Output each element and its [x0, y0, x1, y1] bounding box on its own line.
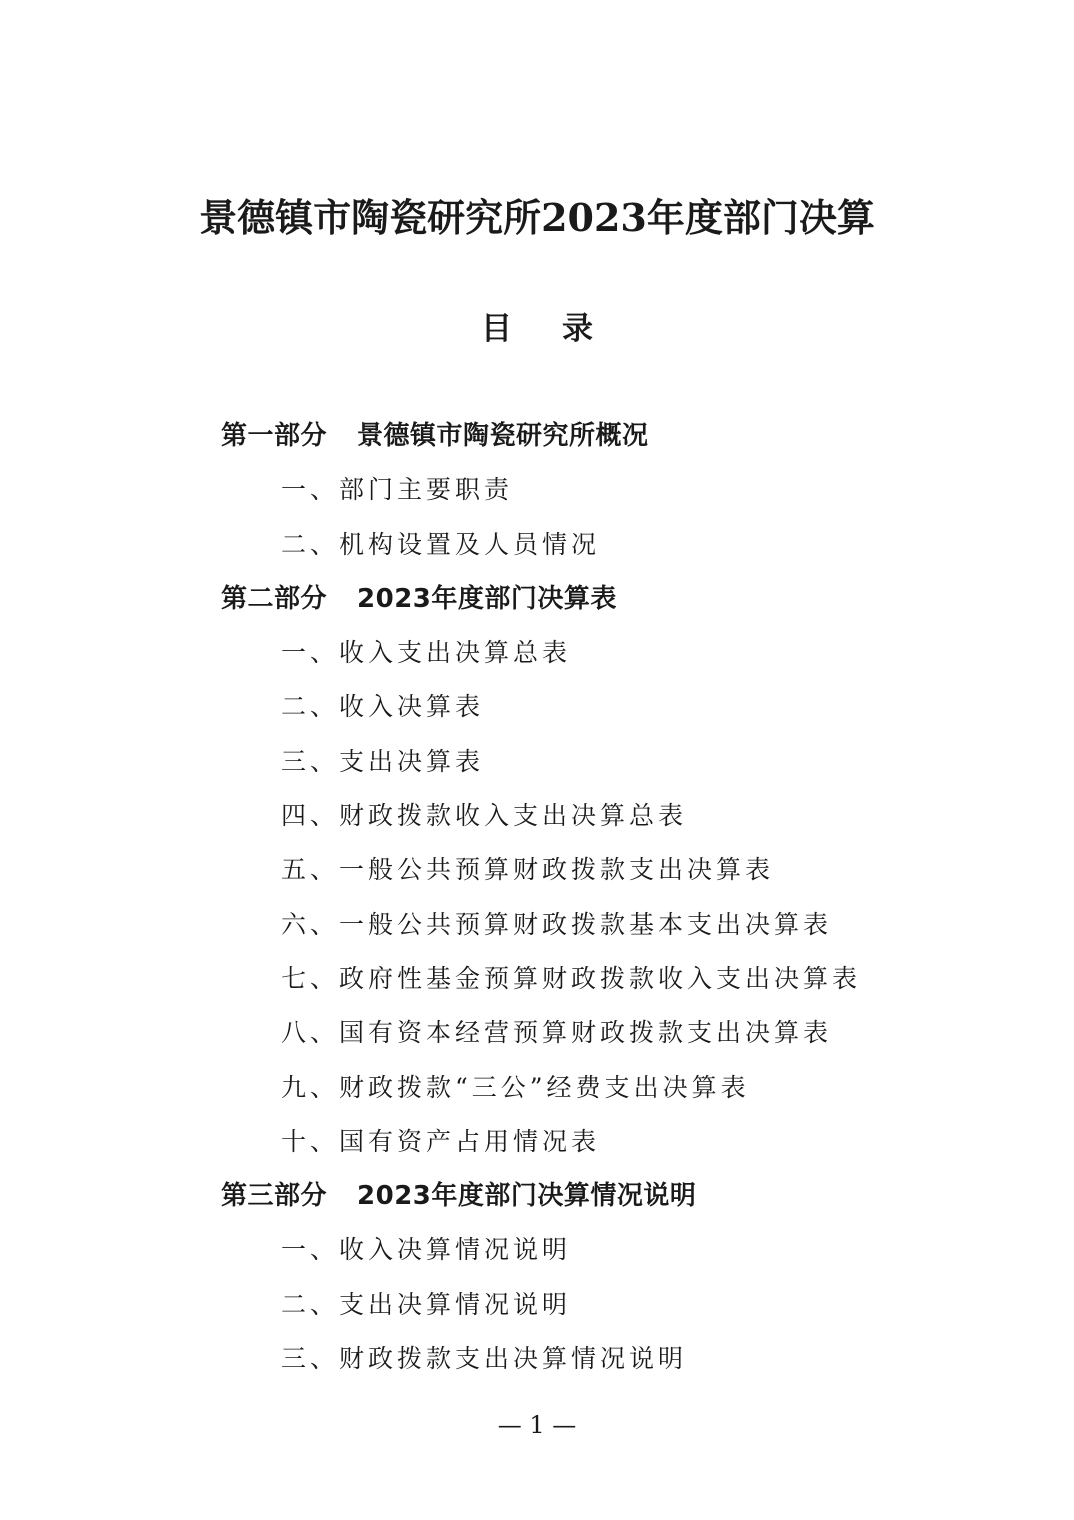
toc-item[interactable]: 一、收入支出决算总表	[281, 638, 572, 668]
toc-part-title: 2023年度部门决算表	[357, 583, 617, 614]
toc-item[interactable]: 一、部门主要职责	[281, 475, 514, 505]
toc-item[interactable]: 九、财政拨款“三公”经费支出决算表	[281, 1072, 750, 1102]
toc-item[interactable]: 八、国有资本经营预算财政拨款支出决算表	[281, 1018, 833, 1048]
toc-item[interactable]: 五、一般公共预算财政拨款支出决算表	[281, 855, 775, 885]
toc-part-title: 2023年度部门决算情况说明	[357, 1181, 697, 1212]
toc-item[interactable]: 二、收入决算表	[281, 692, 485, 722]
toc-item[interactable]: 三、财政拨款支出决算情况说明	[281, 1344, 688, 1374]
toc-item[interactable]: 七、政府性基金预算财政拨款收入支出决算表	[281, 963, 862, 993]
toc-part-label: 第一部分	[221, 421, 328, 451]
toc-item[interactable]: 十、国有资产占用情况表	[281, 1126, 601, 1156]
toc-part-2[interactable]	[0, 572, 1074, 626]
toc-item[interactable]: 六、一般公共预算财政拨款基本支出决算表	[281, 909, 833, 939]
toc-item[interactable]: 三、支出决算表	[281, 746, 485, 776]
toc-item[interactable]: 一、收入决算情况说明	[281, 1235, 572, 1265]
toc-part-1[interactable]	[0, 409, 1074, 463]
page-number: — 1 —	[497, 1411, 577, 1439]
toc-part-label: 第二部分	[221, 583, 328, 614]
toc-part-label: 第三部分	[221, 1181, 328, 1212]
document-title: 景德镇市陶瓷研究所2023年度部门决算	[199, 195, 875, 240]
toc-heading: 目录	[481, 311, 643, 347]
toc-item[interactable]: 二、支出决算情况说明	[281, 1289, 572, 1319]
toc-part-3[interactable]	[0, 1169, 1074, 1223]
table-of-contents	[0, 409, 1074, 1386]
toc-item[interactable]: 二、机构设置及人员情况	[281, 529, 601, 559]
toc-part-title: 景德镇市陶瓷研究所概况	[357, 421, 649, 451]
toc-item[interactable]: 四、财政拨款收入支出决算总表	[281, 801, 688, 831]
